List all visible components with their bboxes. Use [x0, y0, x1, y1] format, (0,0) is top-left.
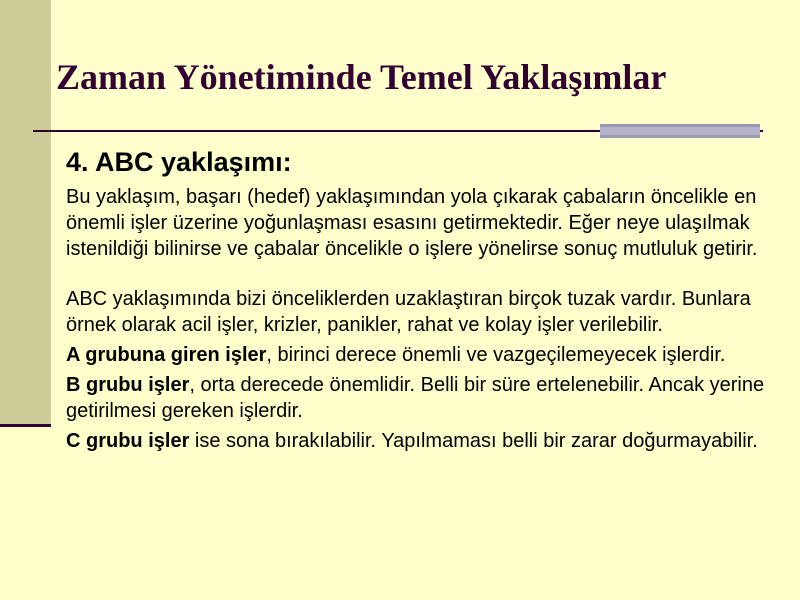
left-decorative-band	[0, 0, 51, 426]
group-a-paragraph	[66, 342, 790, 368]
group-c-paragraph	[66, 428, 790, 454]
group-c-label: C grubu işler	[66, 430, 190, 452]
traps-paragraph: ABC yaklaşımında bizi önceliklerden uzaklaştıran birçok tuzak vardır. Bunlara örnek olarak acil işler, krizler, panikler, rahat ve kolay işler verilebilir.	[66, 288, 751, 336]
slide-title: Zaman Yönetiminde Temel Yaklaşımlar	[56, 57, 667, 97]
group-c-text: ise sona bırakılabilir. Yapılmaması belli bir zarar doğurmayabilir.	[189, 430, 758, 452]
slide-body	[66, 144, 790, 454]
section-heading: 4. ABC yaklaşımı:	[66, 147, 292, 177]
group-b-text: , orta derecede önemlidir. Belli bir süre ertelenebilir. Ancak yerine getirilmesi gereken işlerdir.	[66, 374, 765, 422]
group-b-paragraph	[66, 372, 790, 424]
left-band-rule	[0, 424, 51, 427]
group-a-label: A grubuna giren işler	[66, 344, 267, 366]
group-a-text: , birinci derece önemli ve vazgeçilemeyecek işlerdir.	[266, 344, 726, 366]
intro-paragraph: Bu yaklaşım, başarı (hedef) yaklaşımından yola çıkarak çabaların öncelikle en önemli işler üzerine yoğunlaşması esasını getirmektedir. Eğer neye ulaşılmak istenildiği bilinirse ve çabalar öncelikle o işlere yönelirse sonuç mutluluk getirir.	[66, 186, 758, 260]
group-b-label: B grubu işler	[66, 374, 190, 396]
title-divider-accent	[600, 124, 760, 138]
